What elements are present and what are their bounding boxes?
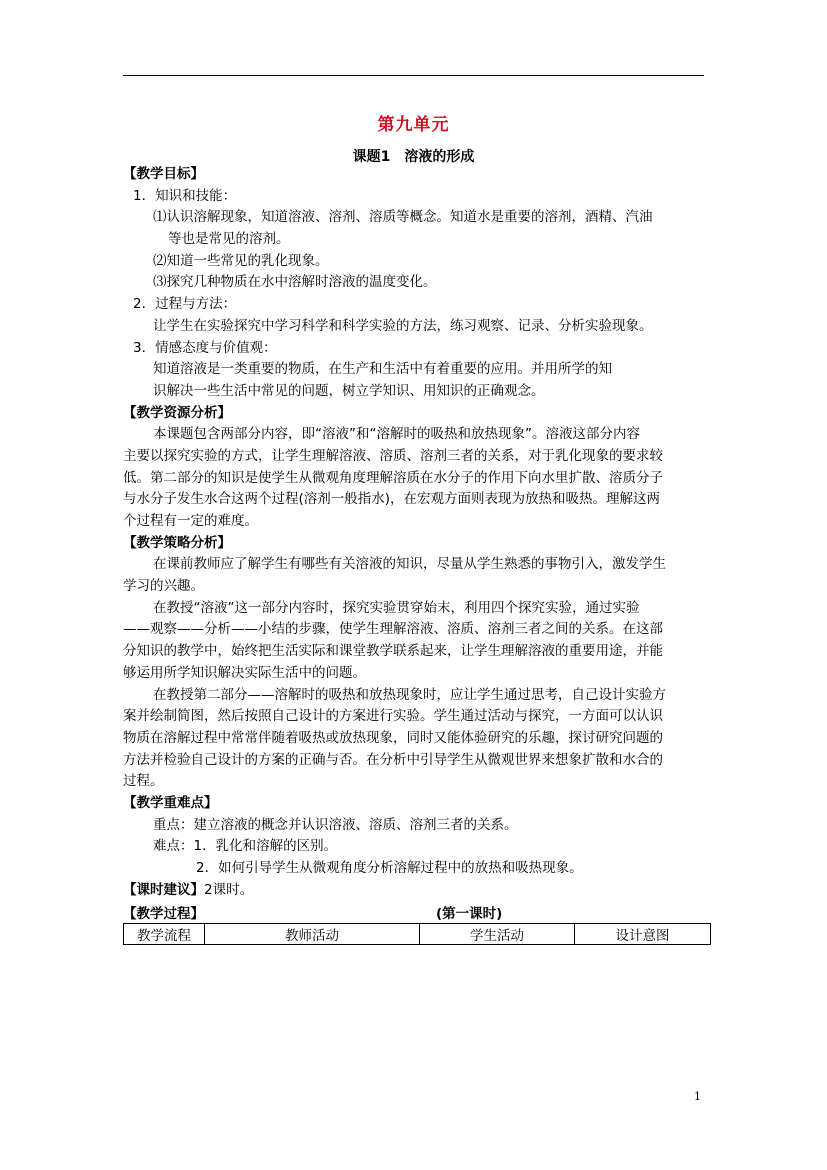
strategy-paragraph-line: 分知识的教学中，始终把生活实际和课堂教学联系起来，让学生理解溶液的重要用途，并能	[123, 643, 663, 660]
table-header-cell: 教学流程	[124, 924, 205, 945]
page-number: 1	[694, 1090, 701, 1103]
goal2-text: 让学生在实验探究中学习科学和科学实验的方法，练习观察、记录、分析实验现象。	[153, 317, 653, 334]
table-header-cell: 教师活动	[205, 924, 420, 945]
goal1-item3: ⑶探究几种物质在水中溶解时溶液的温度变化。	[153, 274, 437, 291]
resource-paragraph-line: 主要以探究实验的方式，让学生理解溶液、溶质、溶剂三者的关系，对于乳化现象的要求较	[123, 447, 663, 464]
hours-line	[123, 880, 713, 902]
process-table	[123, 923, 711, 945]
goal1-item1: ⑴认识溶解现象，知道溶液、溶剂、溶质等概念。知道水是重要的溶剂，酒精、汽油	[153, 209, 653, 226]
strategy-paragraph-line: 方法并检验自己设计的方案的正确与否。在分析中引导学生从微观世界来想象扩散和水合的	[123, 751, 663, 768]
key-point: 重点：建立溶液的概念并认识溶液、溶质、溶剂三者的关系。	[153, 816, 518, 833]
strategy-paragraph-line: 在教授“溶液”这一部分内容时，探究实验贯穿始末，利用四个探究实验，通过实验	[153, 599, 640, 616]
hours-heading: 【课时建议】	[123, 881, 204, 898]
strategy-paragraph-line: 物质在溶解过程中常常伴随着吸热或放热现象，同时又能体验研究的乐趣，探讨研究问题的	[123, 729, 663, 746]
goal1-item2: ⑵知道一些常见的乳化现象。	[153, 252, 329, 269]
unit-title: 第九单元	[377, 115, 450, 135]
table-header-cell: 设计意图	[575, 924, 711, 945]
difficulty-1: 难点：1．乳化和溶解的区别。	[153, 838, 338, 855]
goal3-title: 3．情感态度与价值观：	[133, 339, 277, 356]
resource-heading: 【教学资源分析】	[123, 404, 231, 421]
resource-paragraph-line: 低。第二部分的知识是使学生从微观角度理解溶质在水分子的作用下向水里扩散、溶质分子	[123, 469, 663, 486]
table-header-cell: 学生活动	[420, 924, 575, 945]
goal2-title: 2．过程与方法：	[133, 296, 237, 313]
strategy-paragraph-line: 够运用所学知识解决实际生活中的问题。	[123, 664, 366, 681]
resource-paragraph-line: 个过程有一定的难度。	[123, 513, 258, 529]
strategy-paragraph-line: 在教授第二部分——溶解时的吸热和放热现象时，应让学生通过思考，自己设计实验方	[153, 686, 666, 703]
document-body	[123, 164, 713, 901]
resource-paragraph-line: 与水分子发生水合这两个过程(溶剂一般指水)，在宏观方面则表现为放热和吸热。理解这两	[123, 491, 661, 508]
goal3-text: 知道溶液是一类重要的物质，在生产和生活中有着重要的应用。并用所学的知	[153, 361, 612, 378]
strategy-paragraph-line: 案并绘制简图，然后按照自己设计的方案进行实验。学生通过活动与探究，一方面可以认识	[123, 708, 663, 725]
strategy-paragraph-line: 过程。	[123, 773, 164, 790]
hours-text: 2课时。	[204, 881, 254, 898]
goal1-title: 1．知识和技能：	[133, 187, 237, 204]
strategy-heading: 【教学策略分析】	[123, 534, 231, 551]
strategy-paragraph-line: 在课前教师应了解学生有哪些有关溶液的知识，尽量从学生熟悉的事物引入，激发学生	[153, 556, 666, 573]
strategy-paragraph-line: ——观察——分析——小结的步骤，使学生理解溶液、溶质、溶剂三者之间的关系。在这部	[123, 621, 663, 638]
resource-paragraph-line: 本课题包含两部分内容，即“溶液”和“溶解时的吸热和放热现象”。溶液这部分内容	[153, 426, 640, 443]
goal1-item1-cont: 等也是常见的溶剂。	[168, 231, 290, 248]
lesson-title: 课题1 溶液的形成	[352, 149, 475, 165]
session-label: (第一课时)	[436, 906, 503, 922]
key-heading: 【教学重难点】	[123, 794, 218, 811]
difficulty-2: 2．如何引导学生从微观角度分析溶解过程中的放热和吸热现象。	[196, 860, 583, 876]
strategy-paragraph-line: 学习的兴趣。	[123, 578, 204, 595]
table-header-row	[124, 924, 711, 945]
goal3-text-cont: 识解决一些生活中常见的问题，树立学知识、用知识的正确观念。	[153, 382, 545, 399]
header-rule	[123, 75, 704, 76]
goals-heading: 【教学目标】	[123, 166, 204, 182]
process-heading: 【教学过程】	[123, 906, 204, 922]
